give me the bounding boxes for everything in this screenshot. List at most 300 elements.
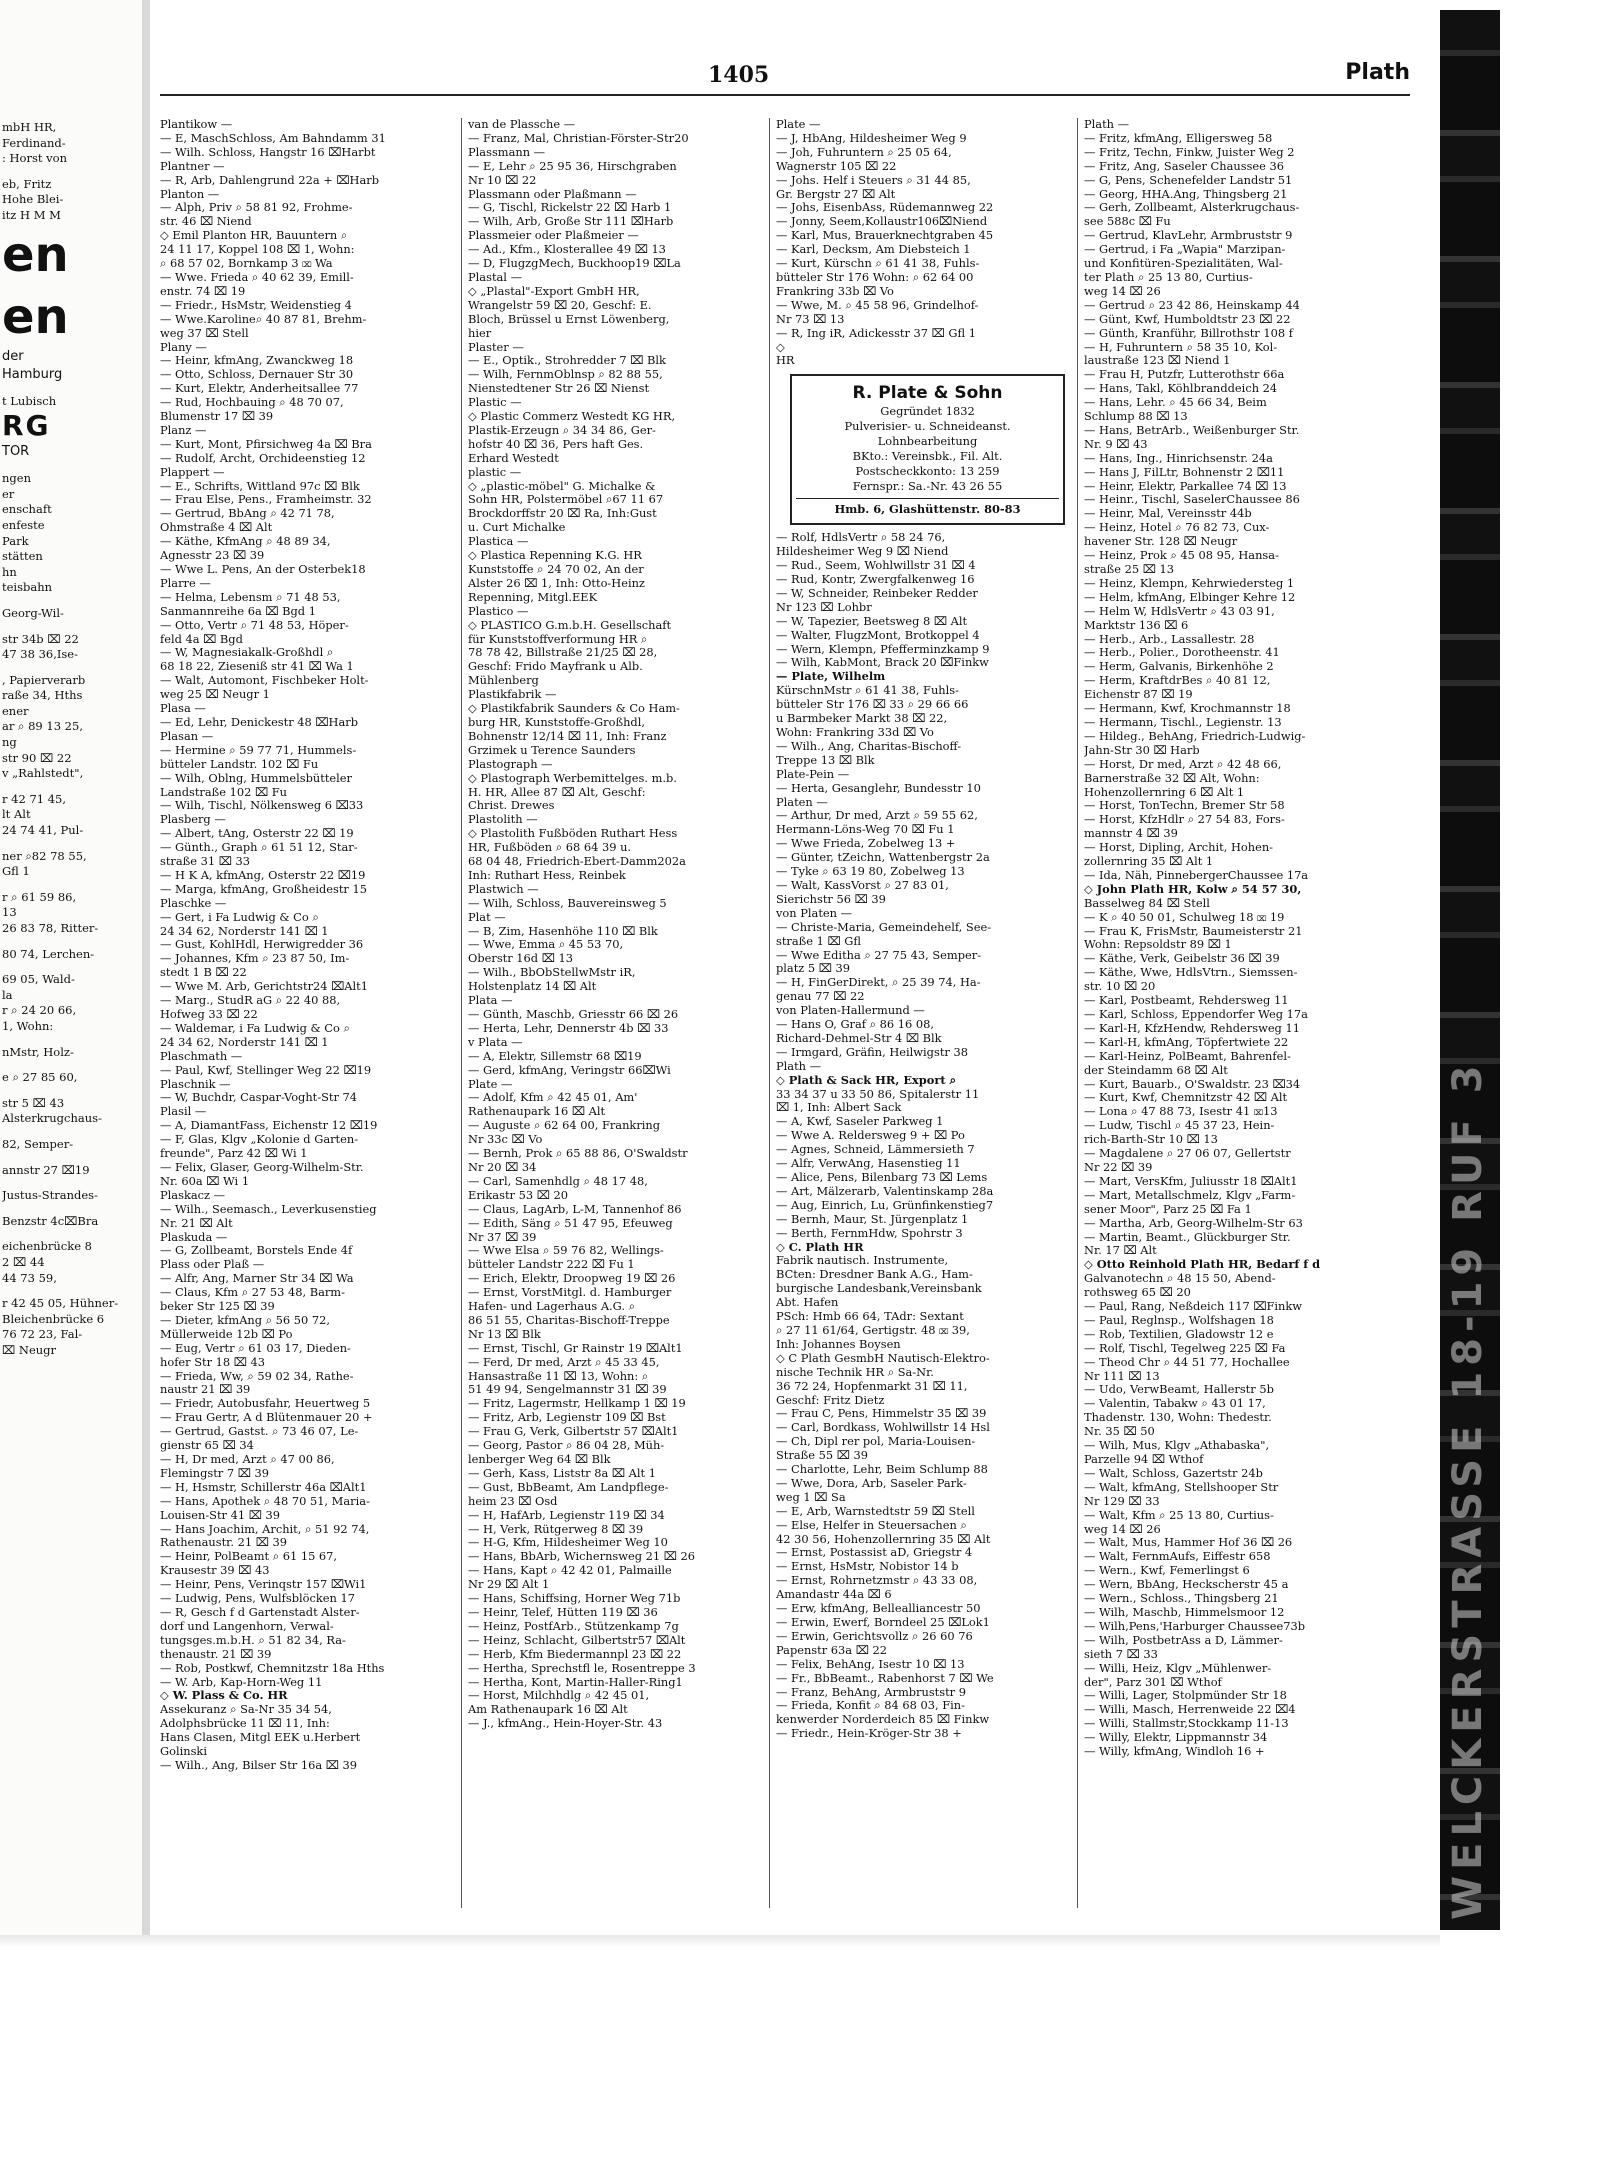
directory-entry: — Paul, Reglnsp., Wolfshagen 18 xyxy=(1084,1313,1274,1327)
directory-entry: Nr 129 ⌧ 33 xyxy=(1084,1494,1160,1508)
spacer xyxy=(2,1060,142,1070)
directory-entry: — Wern., Kwf, Femerlingst 6 xyxy=(1084,1564,1250,1578)
directory-entry: — Carl, Samenhdlg ⌕ 48 17 48, xyxy=(468,1174,648,1188)
entry-fragment: ener xyxy=(2,703,29,718)
entry-fragment: Georg-Wil- xyxy=(2,605,64,620)
directory-entry: — Heinz, Prok ⌕ 45 08 95, Hansa- xyxy=(1084,549,1279,563)
directory-entry: — Heinz, Klempn, Kehrwiedersteg 1 xyxy=(1084,576,1295,590)
directory-entry: lenberger Weg 64 ⌧ Blk xyxy=(468,1453,611,1466)
surname-heading: Plassmann oder Plaßmann — xyxy=(468,187,637,201)
directory-entry: ◇ Plastolith Fußböden Ruthart Hess xyxy=(468,827,678,841)
directory-entry: HR xyxy=(776,354,795,368)
directory-entry: Fabrik nautisch. Instrumente, xyxy=(776,1254,949,1268)
directory-entry: — E, Lehr ⌕ 25 95 36, Hirschgraben xyxy=(468,159,677,173)
surname-heading: Plate — xyxy=(776,118,821,131)
entry-fragment: ng xyxy=(2,735,17,750)
directory-entry: ◇ Plastic Commerz Westedt KG HR, xyxy=(468,410,676,424)
directory-entry: — Hermine ⌕ 59 77 71, Hummels- xyxy=(160,743,357,757)
entry-fragment: nMstr, Holz- xyxy=(2,1044,74,1059)
directory-entry: — Wilh., Seemasch., Leverkusenstieg xyxy=(160,1202,377,1216)
spacer xyxy=(2,839,142,849)
entry-fragment: stätten xyxy=(2,549,43,564)
directory-entry: — Hans, Takl, Köhlbranddeich 24 xyxy=(1084,382,1278,396)
directory-entry: — Willi, Heiz, Klgv „Mühlenwer- xyxy=(1084,1661,1272,1675)
directory-entry: — Tyke ⌕ 63 19 80, Zobelweg 13 xyxy=(776,865,965,879)
page-bottom-shadow xyxy=(0,1935,1440,1947)
directory-entry: Ohmstraße 4 ⌧ Alt xyxy=(160,521,273,535)
directory-entry: — W, Magnesiakalk-Großhdl ⌕ xyxy=(160,646,334,660)
directory-entry: Hans Clasen, Mitgl EEK u.Herbert xyxy=(160,1731,361,1745)
directory-entry: — Wilh, FernmOblnsp ⌕ 82 88 55, xyxy=(468,368,663,382)
surname-heading: Platen — xyxy=(776,795,828,809)
directory-entry: Nr 22 ⌧ 39 xyxy=(1084,1160,1153,1174)
entry-fragment: ar ⌕ 89 13 25, xyxy=(2,719,83,734)
directory-entry: — Karl, Schloss, Eppendorfer Weg 17a xyxy=(1084,1008,1308,1021)
directory-entry: — Wwe Editha ⌕ 27 75 43, Semper- xyxy=(776,948,982,962)
directory-entry: HR, Fußböden ⌕ 68 64 39 u. xyxy=(468,841,632,855)
directory-entry: Wohn: Frankring 33d ⌧ Vo xyxy=(776,726,934,739)
directory-entry: ◇ John Plath HR, Kolw ⌕ 54 57 30, xyxy=(1084,882,1302,896)
spacer xyxy=(2,1286,142,1296)
directory-entry: der", Parz 301 ⌧ Wthof xyxy=(1084,1675,1222,1689)
entry-fragment: v „Rahlstedt", xyxy=(2,766,84,781)
directory-entry: Nienstedtener Str 26 ⌧ Nienst xyxy=(468,382,650,396)
directory-entry: — Erwin, Ewerf, Borndeel 25 ⌧Lok1 xyxy=(776,1616,990,1629)
directory-entry: — Willi, Lager, Stolpmünder Str 18 xyxy=(1084,1689,1287,1703)
directory-entry: — H, Dr med, Arzt ⌕ 47 00 86, xyxy=(160,1453,335,1466)
spacer xyxy=(2,384,142,394)
directory-entry: — Friedr., Hein-Kröger-Str 38 + xyxy=(776,1727,962,1741)
directory-entry: — W, Tapezier, Beetsweg 8 ⌧ Alt xyxy=(776,614,968,628)
directory-entry: — Plate, Wilhelm xyxy=(776,670,886,684)
entry-fragment: r 42 71 45, xyxy=(2,791,67,806)
directory-entry: Müllerweide 12b ⌧ Po xyxy=(160,1327,293,1341)
directory-entry: — Kurt, Mont, Pfirsichweg 4a ⌧ Bra xyxy=(160,437,372,451)
ad-fragment: der xyxy=(2,348,24,364)
entry-fragment: 82, Semper- xyxy=(2,1136,74,1151)
surname-heading: Plassmeier oder Plaßmeier — xyxy=(468,229,639,243)
directory-entry: — Heinr, Elektr, Parkallee 74 ⌧ 13 xyxy=(1084,479,1287,493)
entry-fragment: 47 38 36,Ise- xyxy=(2,647,79,662)
directory-entry: Sohn HR, Polstermöbel ⌕67 11 67 xyxy=(468,493,664,507)
entry-fragment: Park xyxy=(2,533,29,548)
directory-entry: Thadenstr. 130, Wohn: Thedestr. xyxy=(1084,1411,1272,1425)
directory-entry: ◇ Plath & Sack HR, Export ⌕ xyxy=(776,1073,956,1087)
directory-entry: — H-G, Kfm, Hildesheimer Weg 10 xyxy=(468,1536,668,1550)
directory-entry: Hermann-Löns-Weg 70 ⌧ Fu 1 xyxy=(776,823,955,837)
directory-entry: — Wilh., Ang, Bilser Str 16a ⌧ 39 xyxy=(160,1758,358,1772)
directory-entry: — Rolf, HdlsVertr ⌕ 58 24 76, xyxy=(776,531,946,545)
directory-entry: — Wwe L. Pens, An der Osterbek18 xyxy=(160,563,366,576)
directory-entry: — A, DiamantFass, Eichenstr 12 ⌧19 xyxy=(160,1119,378,1133)
directory-entry: für Kunststoffverformung HR ⌕ xyxy=(468,632,648,646)
entry-fragment: lt Alt xyxy=(2,807,31,822)
directory-entry: ◇ „plastic-möbel" G. Michalke & xyxy=(468,479,656,493)
directory-entry: naustr 21 ⌧ 39 xyxy=(160,1383,251,1397)
directory-entry: heim 23 ⌧ Osd xyxy=(468,1494,558,1508)
surname-heading: Plaschke — xyxy=(160,896,227,910)
directory-entry: — Heinz, PostfArb., Stützenkamp 7g xyxy=(468,1619,679,1633)
directory-entry: — W, Schneider, Reinbeker Redder xyxy=(776,586,978,600)
directory-entry: — Mart, Metallschmelz, Klgv „Farm- xyxy=(1084,1188,1296,1202)
directory-entry: — Heinr, kfmAng, Zwanckweg 18 xyxy=(160,354,354,368)
directory-entry: — Gertrud, KlavLehr, Armbruststr 9 xyxy=(1084,229,1293,243)
directory-entry: — Rolf, Tischl, Tegelweg 225 ⌧ Fa xyxy=(1084,1341,1286,1355)
directory-entry: mannstr 4 ⌧ 39 xyxy=(1084,827,1178,841)
directory-entry: — R, Gesch f d Gartenstadt Alster- xyxy=(160,1605,360,1619)
directory-entry: — Wilh, Mus, Klgv „Athabaska", xyxy=(1084,1439,1270,1453)
directory-entry: — Hermann, Kwf, Krochmannstr 18 xyxy=(1084,702,1291,716)
directory-entry: — Käthe, Verk, Geibelstr 36 ⌧ 39 xyxy=(1084,952,1280,966)
surname-heading: Plastic — xyxy=(468,396,522,410)
directory-entry: Nr. 60a ⌧ Wi 1 xyxy=(160,1174,250,1188)
directory-entry: Hafen- und Lagerhaus A.G. ⌕ xyxy=(468,1300,635,1314)
spacer xyxy=(2,596,142,606)
directory-entry: — Fritz, kfmAng, Elligersweg 58 xyxy=(1084,131,1273,145)
directory-entry: — Hertha, Sprechstfl le, Rosentreppe 3 xyxy=(468,1661,696,1675)
directory-entry: Parzelle 94 ⌧ Wthof xyxy=(1084,1453,1204,1466)
spacer xyxy=(2,782,142,792)
directory-entry: ◇ Otto Reinhold Plath HR, Bedarf f d xyxy=(1084,1258,1321,1272)
directory-entry: Nr. 17 ⌧ Alt xyxy=(1084,1244,1157,1258)
directory-entry: — Herm, KraftdrBes ⌕ 40 81 12, xyxy=(1084,674,1271,688)
directory-entry: — Wilh., Ang, Charitas-Bischoff- xyxy=(776,739,962,753)
entry-fragment: itz H M M xyxy=(2,207,61,222)
entry-fragment: 24 74 41, Pul- xyxy=(2,823,84,838)
directory-entry: weg 1 ⌧ Sa xyxy=(776,1490,846,1504)
directory-entry: Kunststoffe ⌕ 24 70 02, An der xyxy=(468,563,644,576)
directory-entry: Plastik-Erzeugn ⌕ 34 34 86, Ger- xyxy=(468,423,656,437)
directory-entry: PSch: Hmb 66 64, TAdr: Sextant xyxy=(776,1310,964,1324)
directory-entry: — Wern, BbAng, Heckscherstr 45 a xyxy=(1084,1578,1289,1592)
ad-fragment: TOR xyxy=(2,444,30,460)
directory-entry: — Gust, BbBeamt, Am Landpflege- xyxy=(468,1480,669,1494)
directory-entry: — Fritz, Ang, Saseler Chaussee 36 xyxy=(1084,159,1285,173)
directory-entry: — H K A, kfmAng, Osterstr 22 ⌧19 xyxy=(160,868,366,882)
directory-entry: — Willy, Elektr, Lippmannstr 34 xyxy=(1084,1731,1268,1745)
surname-heading: Plassmann — xyxy=(468,145,546,159)
column-divider xyxy=(461,118,462,1908)
spacer xyxy=(2,622,142,632)
surname-heading: Plaster — xyxy=(468,340,524,354)
directory-entry: 24 34 62, Norderstr 141 ⌧ 1 xyxy=(160,1035,329,1049)
directory-entry: weg 25 ⌧ Neugr 1 xyxy=(160,688,270,702)
directory-entry: ◇ Plastikfabrik Saunders & Co Ham- xyxy=(468,702,680,716)
directory-entry: Grzimek u Terence Saunders xyxy=(468,743,636,757)
surname-heading: Plastwich — xyxy=(468,882,539,896)
directory-entry: burg HR, Kunststoffe-Großhdl, xyxy=(468,715,645,729)
directory-entry: — Frieda, Ww, ⌕ 59 02 34, Rathe- xyxy=(160,1369,354,1383)
entry-fragment: Bleichenbrücke 6 xyxy=(2,1311,105,1326)
directory-entry: Hansastraße 11 ⌧ 13, Wohn: ⌕ xyxy=(468,1369,649,1383)
surname-heading: Plastikfabrik — xyxy=(468,688,557,702)
directory-entry: — Rob, Postkwf, Chemnitzstr 18a Hths xyxy=(160,1661,385,1675)
directory-entry: — Willi, Masch, Herrenweide 22 ⌧4 xyxy=(1084,1703,1296,1717)
entry-fragment: Hohe Blei- xyxy=(2,192,64,207)
directory-entry: Jahn-Str 30 ⌧ Harb xyxy=(1084,743,1200,757)
directory-entry: ◇ „Plastal"-Export GmbH HR, xyxy=(468,284,640,298)
directory-entry: Erhard Westedt xyxy=(468,451,559,465)
directory-entry: Oberstr 16d ⌧ 13 xyxy=(468,952,573,966)
directory-entry: gienstr 65 ⌧ 34 xyxy=(160,1439,254,1453)
directory-entry: Rathenaupark 16 ⌧ Alt xyxy=(468,1105,606,1119)
directory-entry: — Herb, Kfm Biedermannpl 23 ⌧ 22 xyxy=(468,1647,682,1661)
directory-entry: — Erwin, Gerichtsvollz ⌕ 26 60 76 xyxy=(776,1629,973,1643)
directory-entry: — Erich, Elektr, Droopweg 19 ⌧ 26 xyxy=(468,1272,676,1286)
surname-heading: Plappert — xyxy=(160,465,225,479)
directory-entry: ◇ xyxy=(776,340,785,354)
directory-entry: tungsges.m.b.H. ⌕ 51 82 34, Ra- xyxy=(160,1633,346,1647)
directory-entry: — Bernh, Maur, St. Jürgenplatz 1 xyxy=(776,1212,969,1226)
directory-entry: Nr. 9 ⌧ 43 xyxy=(1084,437,1148,451)
directory-entry: — Wilh, Arb, Große Str 111 ⌧Harb xyxy=(468,215,674,229)
directory-entry: Nr 33c ⌧ Vo xyxy=(468,1133,543,1147)
spacer xyxy=(2,962,142,972)
directory-entry: KürschnMstr ⌕ 61 41 38, Fuhls- xyxy=(776,684,959,698)
directory-entry: — Ernst, Rohrnetzmstr ⌕ 43 33 08, xyxy=(776,1574,978,1588)
directory-entry: — Ernst, Tischl, Gr Rainstr 19 ⌧Alt1 xyxy=(468,1341,683,1355)
directory-entry: Holstenplatz 14 ⌧ Alt xyxy=(468,980,597,994)
directory-entry: — Walt, FernmAufs, Eiffestr 658 xyxy=(1084,1550,1271,1564)
directory-entry: — Herb., Arb., Lassallestr. 28 xyxy=(1084,632,1255,646)
directory-entry: — Hans, BetrArb., Weißenburger Str. xyxy=(1084,423,1300,437)
directory-entry: — Käthe, Wwe, HdlsVtrn., Siemssen- xyxy=(1084,966,1298,980)
directory-entry: — Hans, Ing., Hinrichsenstr. 24a xyxy=(1084,451,1273,465)
directory-entry: — Gertrud, Gastst. ⌕ 73 46 07, Le- xyxy=(160,1425,359,1439)
directory-entry: — Günth., Graph ⌕ 61 51 12, Star- xyxy=(160,841,358,855)
directory-entry: — Helm W, HdlsVertr ⌕ 43 03 91, xyxy=(1084,604,1275,618)
directory-entry: Wohn: Repsoldstr 89 ⌧ 1 xyxy=(1084,938,1232,952)
directory-entry: — Walter, FlugzMont, Brotkoppel 4 xyxy=(776,628,980,642)
surname-heading: Plaschnik — xyxy=(160,1077,231,1091)
directory-entry: — G, Zollbeamt, Borstels Ende 4f xyxy=(160,1244,353,1258)
directory-entry: — Rob, Textilien, Gladowstr 12 e xyxy=(1084,1327,1274,1341)
column-divider xyxy=(769,118,770,1908)
directory-entry: — Wwe A. Reldersweg 9 + ⌧ Po xyxy=(776,1129,965,1143)
directory-entry: — Karl, Postbeamt, Rehdersweg 11 xyxy=(1084,994,1289,1008)
entry-fragment: mbH HR, xyxy=(2,120,57,134)
directory-entry: see 588c ⌧ Fu xyxy=(1084,215,1171,229)
directory-entry: — Dieter, kfmAng ⌕ 56 50 72, xyxy=(160,1313,331,1327)
directory-entry: — Berth, FernmHdw, Spohrstr 3 xyxy=(776,1226,963,1240)
directory-entry: ⌧ 1, Inh: Albert Sack xyxy=(776,1101,902,1115)
directory-entry: — Ida, Näh, PinnebergerChaussee 17a xyxy=(1084,868,1309,882)
column-3 xyxy=(776,118,1071,1908)
entry-fragment: 44 73 59, xyxy=(2,1270,57,1285)
directory-entry: laustraße 123 ⌧ Niend 1 xyxy=(1084,354,1231,368)
directory-entry: — Ludw, Tischl ⌕ 45 37 23, Hein- xyxy=(1084,1119,1275,1133)
directory-entry: 51 49 94, Sengelmannstr 31 ⌧ 39 xyxy=(468,1383,667,1397)
directory-entry: — Willy, kfmAng, Windloh 16 + xyxy=(1084,1745,1265,1759)
directory-entry: — Wwe, Dora, Arb, Saseler Park- xyxy=(776,1476,967,1490)
directory-entry: straße 31 ⌧ 33 xyxy=(160,855,250,869)
directory-entry: ◇ C Plath GesmbH Nautisch-Elektro- xyxy=(776,1351,990,1365)
directory-entry: — Karl, Decksm, Am Diebsteich 1 xyxy=(776,243,971,257)
directory-entry: — Ernst, HsMstr, Nobistor 14 b xyxy=(776,1560,959,1574)
entry-fragment: str 34b ⌧ 22 xyxy=(2,631,79,646)
directory-entry: — R, Arb, Dahlengrund 22a + ⌧Harb xyxy=(160,173,379,187)
directory-entry: Geschf: Fritz Dietz xyxy=(776,1393,885,1407)
surname-heading: Plaskacz — xyxy=(160,1188,226,1202)
directory-entry: u Barmbeker Markt 38 ⌧ 22, xyxy=(776,712,948,726)
directory-entry: Amandastr 44a ⌧ 6 xyxy=(776,1588,892,1602)
directory-entry: — Wern, Klempn, Pfefferminzkamp 9 xyxy=(776,642,990,656)
directory-entry: Hohenzollernring 6 ⌧ Alt 1 xyxy=(1084,785,1245,799)
directory-entry: — Adolf, Kfm ⌕ 42 45 01, Am' xyxy=(468,1091,638,1105)
directory-entry: — Alice, Pens, Bilenbarg 73 ⌧ Lems xyxy=(776,1171,988,1184)
directory-entry: stedt 1 B ⌧ 22 xyxy=(160,966,247,980)
directory-entry: Krausestr 39 ⌧ 43 xyxy=(160,1564,270,1578)
directory-entry: Alster 26 ⌧ 1, Inh: Otto-Heinz xyxy=(468,576,645,590)
surname-heading: Plantner — xyxy=(160,159,225,173)
directory-entry: Nr. 35 ⌧ 50 xyxy=(1084,1425,1155,1439)
directory-entry: enstr. 74 ⌧ 19 xyxy=(160,284,246,298)
directory-entry: hofstr 40 ⌧ 36, Pers haft Ges. xyxy=(468,437,644,451)
directory-entry: — Joh, Fuhruntern ⌕ 25 05 64, xyxy=(776,145,952,159)
directory-entry: — Walt, kfmAng, Stellshooper Str xyxy=(1084,1480,1279,1494)
directory-entry: — Udo, VerwBeamt, Hallerstr 5b xyxy=(1084,1383,1274,1397)
entry-fragment: : Horst von xyxy=(2,151,67,166)
directory-entry: — Albert, tAng, Osterstr 22 ⌧ 19 xyxy=(160,827,354,841)
directory-entry: — F, Glas, Klgv „Kolonie d Garten- xyxy=(160,1133,359,1147)
page-header xyxy=(160,58,1410,98)
directory-entry: 33 34 37 u 33 50 86, Spitalerstr 11 xyxy=(776,1087,980,1101)
directory-entry: Galvanotechn ⌕ 48 15 50, Abend- xyxy=(1084,1272,1276,1286)
directory-entry: — Fritz, Lagermstr, Hellkamp 1 ⌧ 19 xyxy=(468,1397,686,1411)
directory-entry: — Claus, LagArb, L-M, Tannenhof 86 xyxy=(468,1202,682,1216)
surname-heading: Plantikow — xyxy=(160,118,233,131)
directory-entry: — G, Pens, Schenefelder Landstr 51 xyxy=(1084,173,1293,187)
directory-entry: — Waldemar, i Fa Ludwig & Co ⌕ xyxy=(160,1021,350,1035)
directory-entry: Christ. Drewes xyxy=(468,799,555,813)
directory-entry: — Marg., StudR aG ⌕ 22 40 88, xyxy=(160,994,341,1008)
directory-entry: — Heinz, Hotel ⌕ 76 82 73, Cux- xyxy=(1084,521,1270,535)
directory-entry: ◇ W. Plass & Co. HR xyxy=(160,1689,288,1703)
directory-entry: Inh: Ruthart Hess, Reinbek xyxy=(468,868,626,882)
directory-entry: und Konfitüren-Spezialitäten, Wal- xyxy=(1084,257,1283,271)
directory-entry: — E, MaschSchloss, Am Bahndamm 31 xyxy=(160,131,386,145)
directory-entry: bütteler Landstr. 102 ⌧ Fu xyxy=(160,757,319,771)
directory-entry: 68 18 22, Zieseniß str 41 ⌧ Wa 1 xyxy=(160,660,354,674)
directory-entry: ◇ PLASTICO G.m.b.H. Gesellschaft xyxy=(468,618,672,632)
directory-entry: weg 14 ⌧ 26 xyxy=(1084,284,1161,298)
directory-entry: Barnerstraße 32 ⌧ Alt, Wohn: xyxy=(1084,771,1260,785)
directory-entry: — Auguste ⌕ 62 64 00, Frankring xyxy=(468,1119,661,1133)
directory-entry: — Wilh., BbObStellwMstr iR, xyxy=(468,966,636,980)
directory-entry: — Gertrud, i Fa „Wapia" Marzipan- xyxy=(1084,243,1286,257)
directory-entry: — Rud, Kontr, Zwergfalkenweg 16 xyxy=(776,573,975,587)
directory-entry: — Kurt, Kürschn ⌕ 61 41 38, Fuhls- xyxy=(776,257,980,271)
directory-entry: ◇ Plastica Repenning K.G. HR xyxy=(468,549,642,563)
spacer xyxy=(2,1229,142,1239)
directory-entry: — Frau C, Pens, Himmelstr 35 ⌧ 39 xyxy=(776,1407,987,1421)
directory-entry: — Frieda, Konfit ⌕ 84 68 03, Fin- xyxy=(776,1699,965,1713)
directory-entry: nische Technik HR ⌕ Sa-Nr. xyxy=(776,1365,934,1379)
spacer xyxy=(2,663,142,673)
entry-fragment: , Papierverarb xyxy=(2,672,86,687)
directory-entry: — Otto, Vertr ⌕ 71 48 53, Höper- xyxy=(160,618,349,632)
directory-entry: Blumenstr 17 ⌧ 39 xyxy=(160,410,274,424)
directory-entry: Golinski xyxy=(160,1745,207,1759)
spacer xyxy=(2,167,142,177)
entry-fragment: eichenbrücke 8 xyxy=(2,1239,92,1254)
surname-heading: Plasa — xyxy=(160,702,206,716)
surname-heading: Plata — xyxy=(468,994,513,1008)
directory-entry: — Walt, Mus, Hammer Hof 36 ⌧ 26 xyxy=(1084,1536,1293,1550)
spacer xyxy=(2,1204,142,1214)
directory-entry: — Walt, Automont, Fischbeker Holt- xyxy=(160,674,369,688)
entry-fragment: 69 05, Wald- xyxy=(2,972,75,987)
surname-heading: Plat — xyxy=(468,910,506,924)
directory-entry: — Kurt, Bauarb., O'Swaldstr. 23 ⌧34 xyxy=(1084,1077,1301,1091)
directory-entry: Schlump 88 ⌧ 13 xyxy=(1084,410,1188,424)
directory-entry: — Johs, EisenbAss, Rüdemannweg 22 xyxy=(776,201,994,215)
directory-entry: hofer Str 18 ⌧ 43 xyxy=(160,1355,266,1369)
directory-entry: ◇ Plastograph Werbemittelges. m.b. xyxy=(468,771,677,785)
surname-heading: Plastica — xyxy=(468,535,529,549)
directory-entry: — Alfr, VerwAng, Hasenstieg 11 xyxy=(776,1157,961,1171)
directory-entry: — Wilh, PostbetrAss a D, Lämmer- xyxy=(1084,1633,1283,1647)
directory-entry: bütteler Str 176 ⌧ 33 ⌕ 29 66 66 xyxy=(776,698,969,712)
directory-entry: — Wwe.Karoline⌕ 40 87 81, Brehm- xyxy=(160,312,367,326)
directory-entry: — Herta, Lehr, Dennerstr 4b ⌧ 33 xyxy=(468,1021,669,1035)
directory-entry: — Herta, Gesanglehr, Bundesstr 10 xyxy=(776,781,981,795)
directory-entry: — Frau Gertr, A d Blütenmauer 20 + xyxy=(160,1411,373,1425)
directory-entry: — Fritz, Arb, Legienstr 109 ⌧ Bst xyxy=(468,1411,666,1425)
directory-entry: ter Plath ⌕ 25 13 80, Curtius- xyxy=(1084,270,1253,284)
directory-entry: H. HR, Allee 87 ⌧ Alt, Geschf: xyxy=(468,785,646,799)
directory-entry: — Ad., Kfm., Klosterallee 49 ⌧ 13 xyxy=(468,243,666,257)
page-gutter xyxy=(142,0,150,1940)
directory-entry: Repenning, Mitgl.EEK xyxy=(468,590,598,604)
directory-entry: Papenstr 63a ⌧ 22 xyxy=(776,1643,887,1657)
surname-heading: Plastolith — xyxy=(468,813,538,827)
directory-entry: Sierichstr 56 ⌧ 39 xyxy=(776,892,886,906)
directory-entry: thenaustr. 21 ⌧ 39 xyxy=(160,1647,272,1661)
entry-fragment: ⌧ Neugr xyxy=(2,1342,57,1357)
directory-entry: weg 37 ⌧ Stell xyxy=(160,326,249,340)
entry-fragment: Benzstr 4c⌧Bra xyxy=(2,1213,99,1228)
directory-entry: — Felix, BehAng, Isestr 10 ⌧ 13 xyxy=(776,1657,965,1671)
directory-entry: rothsweg 65 ⌧ 20 xyxy=(1084,1286,1191,1300)
directory-entry: genau 77 ⌧ 22 xyxy=(776,990,865,1004)
ad-line: Lohnbearbeitung xyxy=(877,434,978,449)
directory-entry: — Franz, BehAng, Armbruststr 9 xyxy=(776,1685,966,1699)
directory-entry: Nr 73 ⌧ 13 xyxy=(776,312,845,326)
ad-fragment: RG xyxy=(2,409,51,443)
directory-entry: 24 34 62, Norderstr 141 ⌧ 1 xyxy=(160,924,329,938)
surname-heading: Plass oder Plaß — xyxy=(160,1258,265,1272)
directory-entry: sener Moor", Parz 25 ⌧ Fa 1 xyxy=(1084,1202,1252,1216)
surname-heading: Plarre — xyxy=(160,576,211,590)
directory-entry: — Herm, Galvanis, Birkenhöhe 2 xyxy=(1084,660,1274,674)
directory-entry: — D, FlugzgMech, Buckhoop19 ⌧La xyxy=(468,257,681,271)
directory-entry: — Ludwig, Pens, Wulfsblöcken 17 xyxy=(160,1592,355,1606)
directory-entry: Nr 111 ⌧ 13 xyxy=(1084,1369,1160,1383)
directory-entry: 78 78 42, Billstraße 21/25 ⌧ 28, xyxy=(468,646,658,660)
directory-entry: — Ch, Dipl rer pol, Maria-Louisen- xyxy=(776,1435,976,1449)
surname-heading: von Platen — xyxy=(776,906,853,920)
directory-entry: — Horst, Milchhdlg ⌕ 42 45 01, xyxy=(468,1689,650,1703)
directory-entry: — Karl-H, kfmAng, Töpfertwiete 22 xyxy=(1084,1035,1289,1049)
spacer xyxy=(2,1178,142,1188)
directory-entry: ⌕ 27 11 61/64, Gertigstr. 48 ⌧ 39, xyxy=(776,1323,970,1337)
surname-heading: Plaschmath — xyxy=(160,1049,243,1063)
column-divider xyxy=(1077,118,1078,1908)
directory-entry: — Helm, kfmAng, Elbinger Kehre 12 xyxy=(1084,590,1296,604)
directory-entry: — Walt, KassVorst ⌕ 27 83 01, xyxy=(776,878,949,892)
entry-fragment: er xyxy=(2,486,15,501)
